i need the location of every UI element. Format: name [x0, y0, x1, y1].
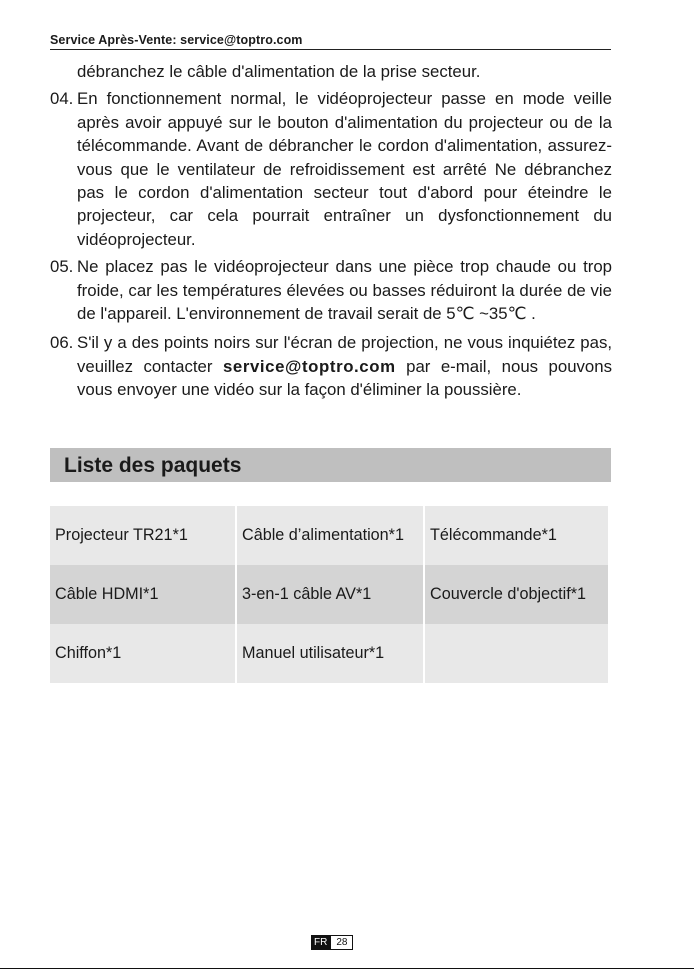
table-row: [50, 565, 608, 624]
header-divider: [50, 49, 611, 50]
list-item-06: [50, 331, 612, 401]
instructions-body: [50, 60, 612, 402]
table-row: [50, 506, 608, 565]
section-title: Liste des paquets: [64, 454, 242, 477]
table-cell: Chiffon*1: [50, 624, 235, 683]
page-header: Service Après-Vente: service@toptro.com: [50, 33, 303, 47]
support-email: service@toptro.com: [222, 356, 396, 376]
list-item-05: [50, 255, 612, 325]
item-text: Ne placez pas le vidéoprojecteur dans une pièce trop chaude ou trop froide, car les températures élevées ou basses réduiront la durée de vie de l'appareil. L'environnement de travail serait de 5℃ ~35℃ .: [77, 257, 612, 324]
language-badge: FR: [311, 935, 330, 950]
table-cell: Câble d’alimentation*1: [237, 506, 423, 565]
table-row: [50, 624, 608, 683]
table-cell: Câble HDMI*1: [50, 565, 235, 624]
table-cell: Couvercle d'objectif*1: [425, 565, 608, 624]
item-text: En fonctionnement normal, le vidéoprojecteur passe en mode veille après avoir appuyé sur le bouton d'alimentation du projecteur ou de la télécommande. Avant de débrancher le cordon d'alimentation, assurez-vous que le ventilateur de refroidissement est arrêté Ne débranchez pas le cordon d'alimentation secteur tout d'abord pour éteindre le projecteur, car cela pourrait entraîner un dysfonctionnement du vidéoprojecteur.: [77, 89, 612, 249]
item-number: 05.: [50, 257, 74, 277]
section-heading-bar: [50, 448, 611, 482]
table-cell: 3-en-1 câble AV*1: [237, 565, 423, 624]
table-cell: Télécommande*1: [425, 506, 608, 565]
package-contents-table: [48, 506, 610, 683]
table-cell: Projecteur TR21*1: [50, 506, 235, 565]
item-number: 06.: [50, 333, 74, 353]
list-item-04: [50, 87, 612, 251]
table-cell: [425, 624, 608, 683]
page-footer: [311, 935, 353, 950]
continuation-paragraph: débranchez le câble d'alimentation de la prise secteur.: [77, 62, 481, 81]
bottom-divider: [0, 968, 694, 969]
item-text-before: S'il y a des points noirs sur l'écran de projection, ne vous inquiétez pas, veuillez contacter: [77, 333, 612, 376]
table-cell: Manuel utilisateur*1: [237, 624, 423, 683]
item-number: 04.: [50, 89, 74, 109]
page-number: 28: [330, 935, 353, 950]
item-text-after: par e-mail, nous pouvons vous envoyer une vidéo sur la façon d'éliminer la poussière.: [77, 356, 612, 400]
